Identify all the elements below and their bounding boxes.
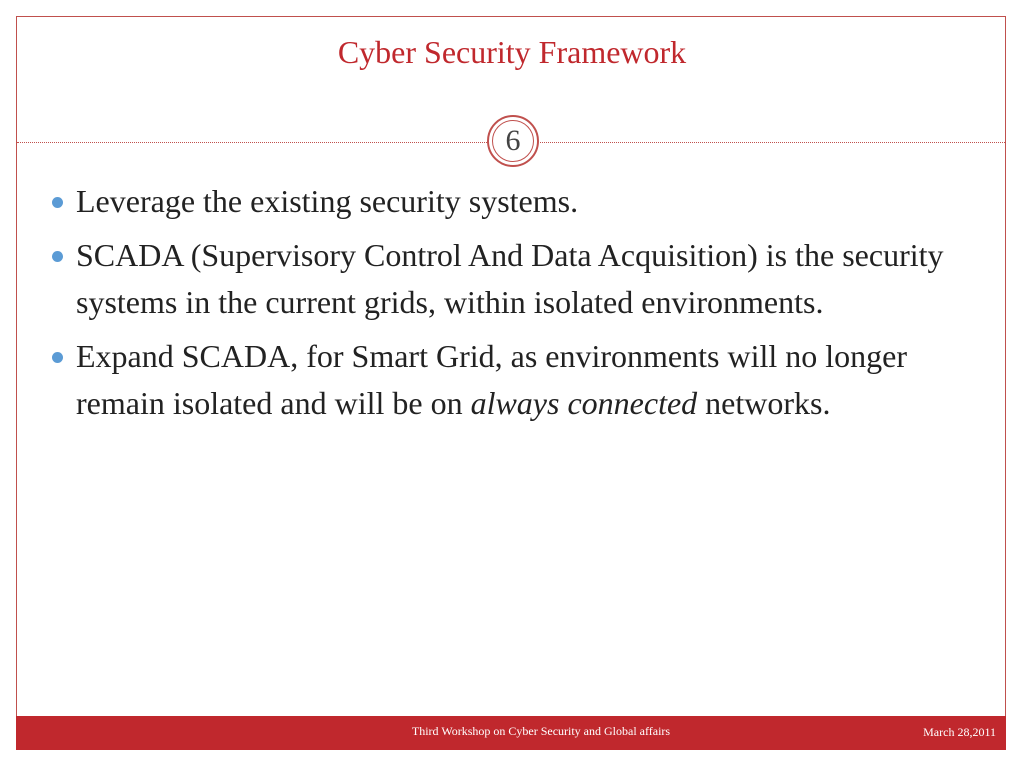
title-divider-right xyxy=(540,142,1005,143)
bullet-item xyxy=(50,178,980,225)
title-divider-left xyxy=(17,142,487,143)
bullet-text: SCADA (Supervisory Control And Data Acquisition) is the security systems in the current grids, within isolated environments. xyxy=(76,237,944,320)
bullet-list xyxy=(50,178,980,434)
bullet-dot-icon xyxy=(52,197,63,208)
bullet-dot-icon xyxy=(52,251,63,262)
page-number: 6 xyxy=(492,120,534,162)
bullet-dot-icon xyxy=(52,352,63,363)
bullet-text: Expand SCADA, for Smart Grid, as environments will no longer remain isolated and will be on xyxy=(76,338,907,421)
bullet-text-emphasis: always connected xyxy=(470,385,698,421)
footer-bar xyxy=(16,716,1006,750)
bullet-item xyxy=(50,333,980,427)
bullet-text: networks. xyxy=(697,385,831,421)
footer-event-name: Third Workshop on Cyber Security and Global affairs xyxy=(411,724,671,738)
slide-title: Cyber Security Framework xyxy=(337,34,687,70)
footer-date: March 28,2011 xyxy=(923,725,996,739)
bullet-item xyxy=(50,232,980,326)
page-number-badge xyxy=(487,115,539,167)
bullet-text: Leverage the existing security systems. xyxy=(76,183,579,219)
